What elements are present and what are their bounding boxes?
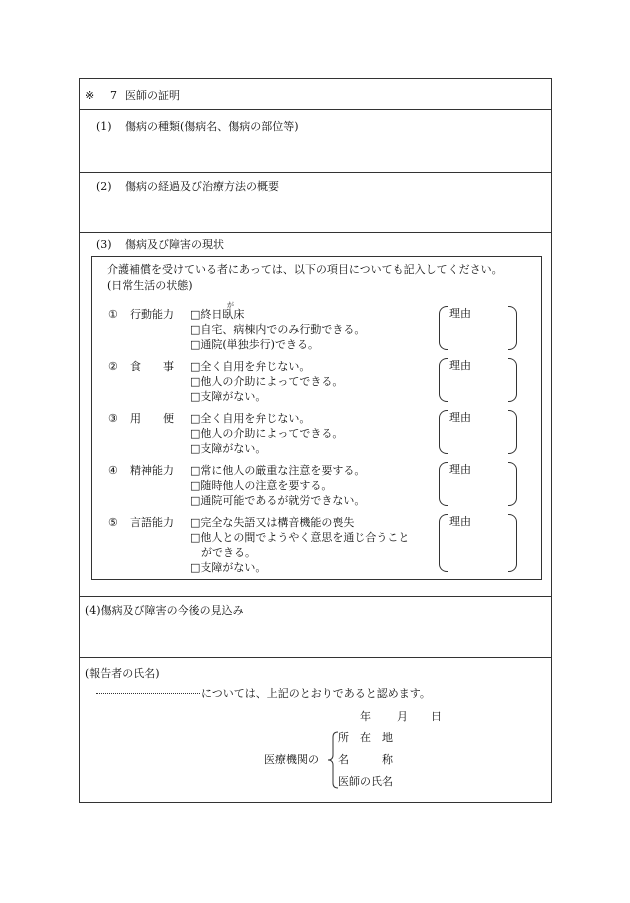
- reason-label: 理由: [449, 307, 471, 320]
- care-sub: (日常生活の状態): [107, 279, 193, 292]
- item-1-option-2[interactable]: □自宅、病棟内でのみ行動できる。: [190, 323, 366, 336]
- item-5-option-2[interactable]: □他人との間でようやく意思を通じ合うこと: [190, 531, 410, 544]
- reporter-name-field[interactable]: [96, 693, 200, 694]
- divider: [79, 657, 552, 658]
- item-4-option-3[interactable]: □通院可能であるが就労できない。: [190, 494, 366, 507]
- item-5-option-3[interactable]: □支障がない。: [190, 561, 267, 574]
- item-2-label: 食 事: [130, 360, 174, 373]
- header-mark: ※: [85, 89, 95, 102]
- item-3-reason-box[interactable]: [439, 410, 517, 454]
- reason-label: 理由: [449, 411, 471, 424]
- item-5-option-1[interactable]: □完全な失語又は構音機能の喪失: [190, 516, 355, 529]
- s3-label: 傷病及び障害の現状: [125, 238, 224, 251]
- item-2-option-2[interactable]: □他人の介助によってできる。: [190, 375, 344, 388]
- institution-name-label: 名 称: [338, 753, 393, 766]
- item-5-option-2-cont: ができる。: [190, 546, 256, 559]
- section-number: 7: [110, 89, 117, 102]
- item-1-option-3[interactable]: □通院(単独歩行)できる。: [190, 338, 319, 351]
- item-4-option-1[interactable]: □常に他人の厳重な注意を要する。: [190, 464, 366, 477]
- divider: [79, 232, 552, 233]
- item-5-number: ⑤: [108, 516, 118, 529]
- date-day: 日: [431, 710, 442, 723]
- s2-label: 傷病の経過及び治療方法の概要: [125, 180, 279, 193]
- item-1-label: 行動能力: [130, 308, 174, 321]
- item-1-option-1[interactable]: □終日臥床: [190, 308, 245, 321]
- institution-label: 医療機関の: [264, 753, 319, 766]
- divider: [79, 596, 552, 597]
- item-3-option-2[interactable]: □他人の介助によってできる。: [190, 427, 344, 440]
- reason-label: 理由: [449, 359, 471, 372]
- item-1-number: ①: [108, 308, 118, 321]
- reason-label: 理由: [449, 515, 471, 528]
- item-2-option-3[interactable]: □支障がない。: [190, 390, 267, 403]
- certify-text: については、上記のとおりであると認めます。: [201, 687, 431, 700]
- date-year: 年: [360, 710, 371, 723]
- item-3-option-3[interactable]: □支障がない。: [190, 442, 267, 455]
- divider: [79, 109, 552, 110]
- item-3-label: 用 便: [130, 412, 174, 425]
- item-2-reason-box[interactable]: [439, 358, 517, 402]
- s2-number: (2): [96, 180, 112, 193]
- item-2-number: ②: [108, 360, 118, 373]
- section-title: 医師の証明: [125, 89, 180, 102]
- date-month: 月: [397, 710, 408, 723]
- s3-number: (3): [96, 238, 112, 251]
- ruby-ga: が: [227, 301, 234, 309]
- item-4-reason-box[interactable]: [439, 462, 517, 506]
- reason-label: 理由: [449, 463, 471, 476]
- divider: [79, 172, 552, 173]
- doctor-name-label: 医師の氏名: [338, 775, 393, 788]
- item-3-number: ③: [108, 412, 118, 425]
- item-5-label: 言語能力: [130, 516, 174, 529]
- item-5-reason-box[interactable]: [439, 514, 517, 572]
- item-4-label: 精神能力: [130, 464, 174, 477]
- item-4-number: ④: [108, 464, 118, 477]
- item-3-option-1[interactable]: □全く自用を弁じない。: [190, 412, 311, 425]
- item-2-option-1[interactable]: □全く自用を弁じない。: [190, 360, 311, 373]
- reporter-name-label: (報告者の氏名): [85, 667, 160, 680]
- care-intro: 介護補償を受けている者にあっては、以下の項目についても記入してください。: [107, 263, 503, 276]
- s4-label: (4)傷病及び障害の今後の見込み: [85, 604, 244, 617]
- address-label: 所 在 地: [338, 731, 393, 744]
- s1-label: 傷病の種類(傷病名、傷病の部位等): [125, 120, 299, 133]
- s1-number: (1): [96, 120, 112, 133]
- item-4-option-2[interactable]: □随時他人の注意を要する。: [190, 479, 333, 492]
- item-1-reason-box[interactable]: [439, 306, 517, 350]
